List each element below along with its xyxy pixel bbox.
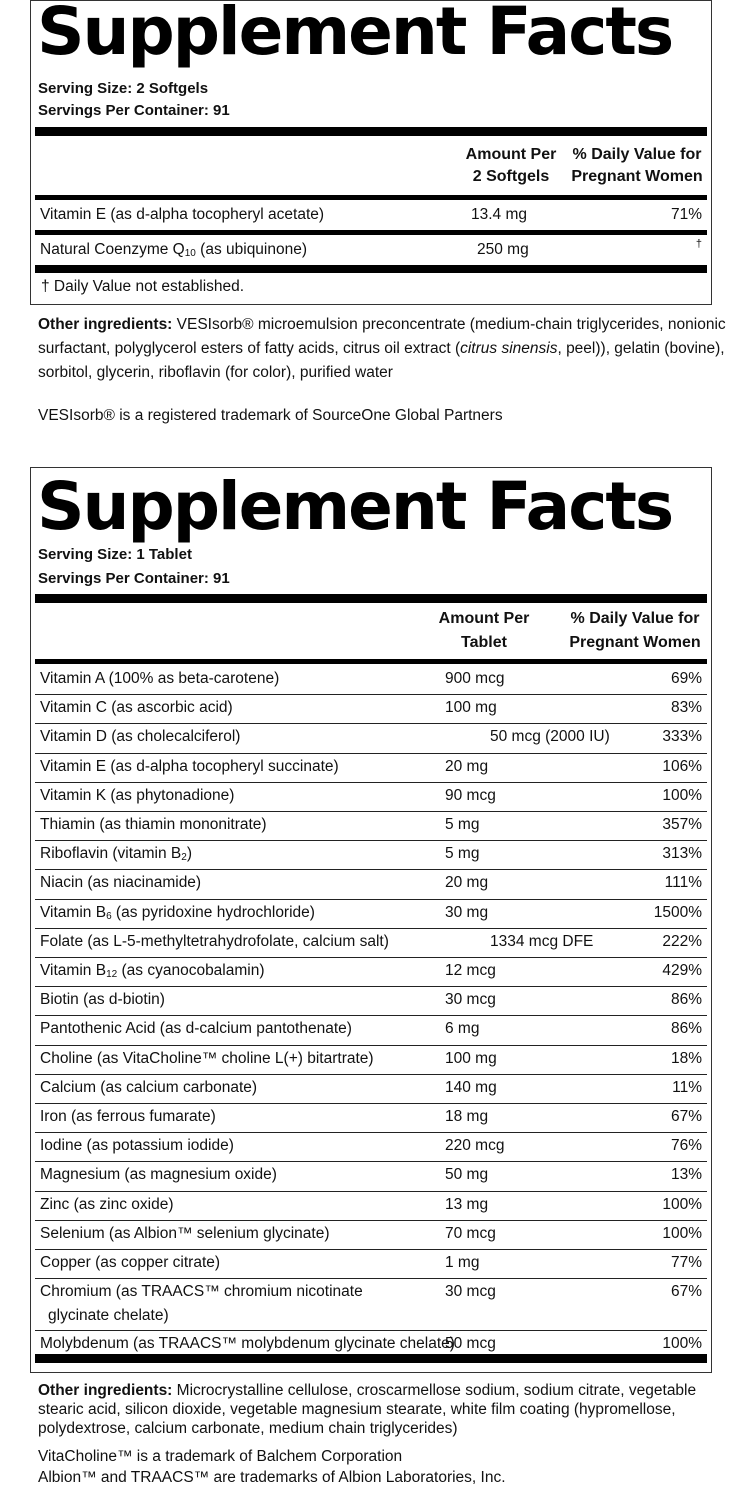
thick-divider [35, 594, 707, 603]
nutrient-dv: 100% [662, 786, 702, 804]
nutrient-dv: 86% [670, 1020, 702, 1038]
nutrient-dv: 13% [670, 1166, 702, 1184]
nutrient-amount: 90 mcg [445, 786, 496, 804]
nutrient-name: Iron (as ferrous fumarate) [40, 1108, 216, 1125]
amount-header-line2: 2 Softgels [472, 168, 550, 185]
nutrient-dv: 18% [670, 1049, 702, 1067]
nutrient-name: Pantothenic Acid (as d-calcium pantothenate) [40, 1020, 352, 1038]
nutrient-amount: 30 mcg [445, 1283, 496, 1301]
supplement-facts-panel-1 [30, 0, 712, 305]
nutrient-amount: 250 mg [477, 241, 529, 258]
nutrient-dv: 106% [662, 757, 702, 775]
serving-size: Serving Size: 1 Tablet [38, 546, 192, 563]
nutrient-amount: 5 mg [445, 816, 480, 833]
dv-header-line1: % Daily Value for [570, 610, 700, 627]
nutrient-dv: 313% [662, 845, 702, 863]
thick-divider [35, 1354, 707, 1363]
trademark-note-1: VESIsorb® is a registered trademark of SourceOne Global Partners [38, 407, 503, 424]
thick-divider [35, 127, 707, 136]
trademark-note-2: VitaCholine™ is a trademark of Balchem Corporation [38, 1448, 403, 1465]
nutrient-row [35, 753, 707, 782]
amount-column-header [456, 144, 566, 188]
nutrient-amount: 30 mcg [445, 991, 496, 1009]
nutrient-name: Iodine (as potassium iodide) [40, 1137, 234, 1155]
nutrient-name: Chromium (as TRAACS™ chromium nicotinate glycinate chelate) [40, 1280, 363, 1328]
nutrient-name: Biotin (as d-biotin) [40, 991, 165, 1009]
nutrient-row [35, 869, 707, 898]
serving-size: Serving Size: 2 Softgels [38, 80, 209, 97]
nutrient-dv: 333% [662, 728, 702, 746]
nutrient-row [35, 723, 707, 752]
nutrient-amount: 13 mg [445, 1195, 489, 1213]
nutrient-amount: 20 mg [445, 874, 489, 892]
nutrient-amount: 50 mg [445, 1166, 489, 1184]
nutrient-row [35, 1045, 707, 1074]
nutrient-amount: 1334 mcg DFE [490, 932, 594, 950]
nutrient-row [35, 1074, 707, 1103]
nutrient-dv: † [695, 238, 702, 250]
nutrient-name: Thiamin (as thiamin mononitrate) [40, 816, 267, 833]
nutrient-name: Vitamin $B_{12}$ (as cyanocobalamin) [40, 962, 265, 980]
nutrient-amount: 20 mg [445, 757, 489, 775]
nutrient-amount: 12 mcg [445, 962, 496, 979]
servings-per-container: Servings Per Container: 91 [38, 570, 230, 587]
nutrient-amount: 50 mcg [445, 1335, 496, 1353]
nutrient-row [35, 1015, 707, 1044]
nutrient-amount: 13.4 mg [471, 206, 528, 223]
nutrient-name: Folate (as L-5-methyltetrahydrofolate, calcium salt) [40, 932, 389, 950]
footnote: † Daily Value not established. [41, 278, 245, 295]
nutrient-amount: 6 mg [445, 1020, 480, 1038]
nutrient-row [35, 1132, 707, 1161]
nutrient-row [35, 986, 707, 1015]
nutrient-row [35, 811, 707, 840]
nutrient-name-line2: glycinate chelate) [48, 1307, 169, 1325]
amount-column-header [429, 607, 539, 655]
nutrient-amount: 50 mcg (2000 IU) [490, 728, 610, 746]
nutrient-name: Copper (as copper citrate) [40, 1254, 221, 1271]
thick-divider [35, 265, 707, 273]
nutrient-row [35, 840, 707, 869]
other-ingredients-1: Other ingredients: VESIsorb® microemulsion preconcentrate (medium-chain triglycerides, nonionic surfactant, polyglycerol esters of fatty acids, citrus oil extract (citrus sinensis, peel)), gelatin (bovine), sorbitol, glycerin, riboflavin (for color), purified water [38, 316, 726, 381]
nutrient-row [35, 899, 707, 928]
nutrient-name: Riboflavin (vitamin $B_2$) [40, 845, 193, 864]
nutrient-name: Molybdenum (as TRAACS™ molybdenum glycinate chelate) [40, 1335, 455, 1353]
nutrient-dv: 71% [670, 206, 702, 223]
nutrient-name: Calcium (as calcium carbonate) [40, 1078, 258, 1096]
nutrient-amount: 100 mg [445, 1049, 497, 1067]
nutrient-amount: 100 mg [445, 699, 497, 717]
nutrient-dv: 67% [670, 1108, 702, 1125]
supplement-facts-panel-2 [30, 467, 712, 1373]
nutrient-dv: 77% [670, 1254, 702, 1271]
nutrient-dv: 1500% [653, 903, 702, 921]
nutrient-row [35, 1278, 707, 1330]
other-ingredients-label: Other ingredients: [38, 1382, 173, 1399]
nutrient-name: Vitamin D (as cholecalciferol) [40, 728, 241, 746]
nutrient-dv: 357% [662, 816, 702, 833]
nutrient-row [35, 665, 707, 694]
medium-divider [35, 230, 707, 235]
panel-title: Supplement Facts [37, 468, 673, 545]
nutrient-name: Vitamin C (as ascorbic acid) [40, 699, 233, 717]
nutrient-dv: 222% [662, 932, 702, 950]
nutrient-amount: 1 mg [445, 1254, 480, 1271]
nutrient-row [35, 1220, 707, 1249]
nutrient-dv: 11% [672, 1078, 702, 1096]
servings-per-container: Servings Per Container: 91 [38, 102, 230, 119]
nutrient-dv: 86% [670, 991, 702, 1009]
amount-header-line2: Tablet [461, 634, 507, 651]
nutrient-dv: 69% [670, 670, 702, 687]
nutrient-amount: 18 mg [445, 1108, 489, 1125]
nutrient-name: Vitamin E (as d-alpha tocopheryl succinate) [40, 757, 339, 775]
dv-header-line2: Pregnant Women [571, 168, 703, 185]
panel-title: Supplement Facts [37, 0, 673, 70]
nutrient-dv: 100% [662, 1224, 702, 1242]
nutrient-dv: 76% [670, 1137, 702, 1155]
other-ingredients-label: Other ingredients: [38, 316, 173, 333]
nutrient-amount: 5 mg [445, 845, 480, 863]
medium-divider [35, 195, 707, 200]
medium-divider [35, 659, 707, 664]
other-ingredients-2: Other ingredients: Microcrystalline cellulose, croscarmellose sodium, sodium citrate, vegetable stearic acid, silicon dioxide, vegetable magnesium stearate, white film coating (hypromellose, polydextrose, calcium carbonate, medium chain triglycerides) [38, 1382, 697, 1437]
daily-value-column-header [561, 607, 709, 655]
nutrient-name: Magnesium (as magnesium oxide) [40, 1166, 277, 1184]
dv-header-line2: Pregnant Women [569, 634, 701, 651]
nutrient-row [35, 957, 707, 986]
nutrient-amount: 140 mg [445, 1078, 497, 1096]
nutrient-name: Vitamin E (as d-alpha tocopheryl acetate) [40, 206, 325, 223]
nutrient-row [35, 238, 707, 262]
nutrient-name: Vitamin $B_6$ (as pyridoxine hydrochloride) [40, 903, 315, 922]
trademark-note-3: Albion™ and TRAACS™ are trademarks of Albion Laboratories, Inc. [38, 1469, 506, 1486]
nutrient-row [35, 1103, 707, 1132]
nutrient-row [35, 1161, 707, 1190]
nutrient-amount: 70 mcg [445, 1224, 496, 1242]
nutrient-name: Natural Coenzyme $Q_{10}$ (as ubiquinone) [40, 241, 308, 259]
dv-header-line1: % Daily Value for [572, 146, 702, 163]
nutrient-dv: 67% [670, 1283, 702, 1301]
nutrient-name: Vitamin K (as phytonadione) [40, 786, 235, 804]
nutrient-dv: 100% [662, 1195, 702, 1213]
nutrient-row [35, 782, 707, 811]
nutrient-amount: 900 mcg [445, 670, 505, 687]
nutrient-dv: 429% [662, 962, 702, 979]
nutrient-row [35, 694, 707, 723]
nutrient-row [35, 203, 707, 227]
daily-value-column-header [565, 144, 709, 188]
nutrient-name: Niacin (as niacinamide) [40, 874, 202, 892]
amount-header-line1: Amount Per [438, 610, 530, 627]
nutrient-dv: 111% [664, 874, 702, 892]
nutrient-name: Vitamin A (100% as beta-carotene) [40, 670, 280, 687]
nutrient-name: Choline (as VitaCholine™ choline L(+) bitartrate) [40, 1049, 374, 1067]
nutrient-amount: 220 mcg [445, 1137, 505, 1155]
amount-header-line1: Amount Per [465, 146, 557, 163]
nutrient-dv: 100% [662, 1335, 702, 1353]
nutrient-name: Zinc (as zinc oxide) [40, 1195, 174, 1213]
nutrient-name: Selenium (as Albion™ selenium glycinate) [40, 1224, 330, 1242]
nutrient-row [35, 928, 707, 957]
nutrient-dv: 83% [670, 699, 702, 717]
nutrient-row [35, 1191, 707, 1220]
nutrient-amount: 30 mg [445, 903, 489, 921]
nutrient-row [35, 1249, 707, 1278]
